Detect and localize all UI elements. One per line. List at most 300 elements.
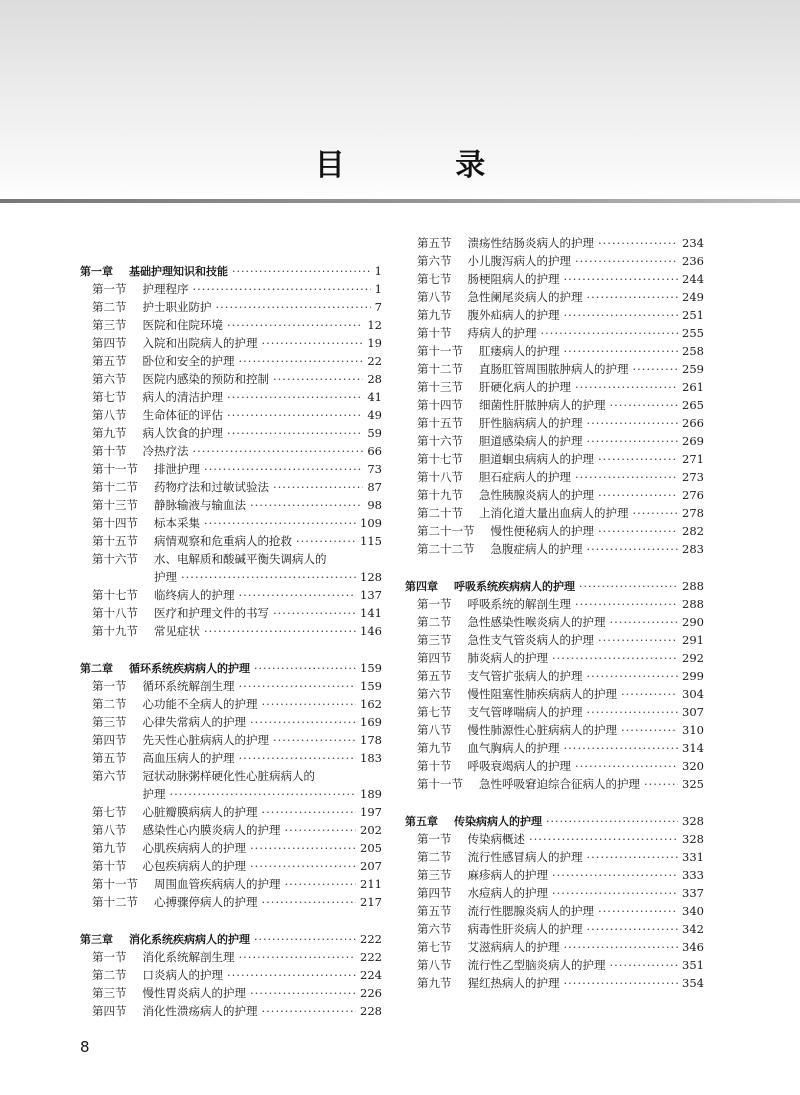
- entry-title: 心律失常病人的护理: [142, 715, 246, 729]
- entry-title: 水、电解质和酸碱平衡失调病人的: [154, 552, 327, 566]
- page-ref: 228: [360, 1004, 382, 1018]
- section-number: 第十节: [417, 326, 452, 340]
- section-number: 第六节: [92, 372, 127, 386]
- page-ref: 28: [367, 372, 382, 386]
- section-number: 第七节: [417, 705, 452, 719]
- entry-title: 传染病概述: [467, 832, 525, 846]
- page-ref: 226: [360, 986, 382, 1000]
- dot-leader: [250, 984, 356, 1002]
- section-number: 第三节: [92, 986, 127, 1000]
- section-number: 第十五节: [92, 534, 138, 548]
- chapter-number: 第二章: [80, 662, 113, 675]
- page-ref: 178: [360, 733, 382, 747]
- toc-section-entry[interactable]: [405, 757, 704, 775]
- toc-section-entry[interactable]: [80, 586, 382, 604]
- entry-title: 医疗和护理文件的书写: [154, 606, 269, 620]
- section-number: 第二十节: [417, 506, 463, 520]
- title-divider: [0, 199, 800, 203]
- page-title: 目 录: [314, 148, 536, 183]
- page-ref: 98: [367, 498, 382, 512]
- section-number: 第二十二节: [417, 542, 475, 556]
- dot-leader: [587, 540, 679, 558]
- page-ref: 128: [360, 570, 382, 584]
- section-number: 第五节: [417, 904, 452, 918]
- entry-title: 临终病人的护理: [154, 588, 235, 602]
- page-ref: 169: [360, 715, 382, 729]
- dot-leader: [575, 595, 678, 613]
- page-ref: 189: [360, 787, 382, 801]
- dot-leader: [598, 486, 678, 504]
- dot-leader: [273, 604, 356, 622]
- entry-title: 慢性肺源性心脏病病人的护理: [467, 723, 617, 737]
- chapter-number: 第五章: [405, 815, 438, 828]
- toc-section-entry[interactable]: [405, 685, 704, 703]
- section-number: 第十节: [417, 759, 452, 773]
- toc-section-entry[interactable]: [405, 468, 704, 486]
- toc-section-entry[interactable]: [80, 514, 382, 532]
- toc-section-entry[interactable]: [405, 486, 704, 504]
- entry-title: 呼吸系统疾病病人的护理: [454, 580, 575, 593]
- page-ref: 183: [360, 751, 382, 765]
- section-number: 第十八节: [92, 606, 138, 620]
- dot-leader: [546, 813, 678, 831]
- page-ref: 258: [682, 344, 704, 358]
- page-ref: 222: [360, 932, 382, 946]
- toc-section-entry[interactable]: [80, 352, 382, 370]
- dot-leader: [250, 713, 356, 731]
- toc-section-entry[interactable]: [80, 767, 382, 785]
- entry-title: 慢性便秘病人的护理: [490, 524, 594, 538]
- page-ref: 244: [682, 272, 704, 286]
- toc-section-entry-continued[interactable]: [80, 568, 382, 586]
- toc-section-entry[interactable]: [80, 1002, 382, 1020]
- toc-section-entry[interactable]: [80, 460, 382, 478]
- toc-section-entry[interactable]: [405, 884, 704, 902]
- section-number: 第一节: [417, 597, 452, 611]
- toc-section-entry[interactable]: [80, 695, 382, 713]
- toc-section-entry[interactable]: [80, 731, 382, 749]
- toc-section-entry[interactable]: [405, 920, 704, 938]
- dot-leader: [239, 948, 357, 966]
- toc-section-entry[interactable]: [80, 749, 382, 767]
- page-ref: 207: [360, 859, 382, 873]
- section-number: 第十七节: [92, 588, 138, 602]
- toc-section-entry[interactable]: [80, 388, 382, 406]
- page-ref: 283: [682, 542, 704, 556]
- section-number: 第九节: [92, 426, 127, 440]
- section-number: 第五节: [92, 751, 127, 765]
- toc-section-entry[interactable]: [405, 613, 704, 631]
- dot-leader: [564, 739, 679, 757]
- toc-chapter-entry[interactable]: [80, 659, 382, 677]
- dot-leader: [273, 370, 363, 388]
- section-number: 第六节: [417, 922, 452, 936]
- toc-section-entry[interactable]: [80, 622, 382, 640]
- page-ref: 342: [682, 922, 704, 936]
- dot-leader: [541, 324, 679, 342]
- page-ref: 278: [682, 506, 704, 520]
- page-ref: 202: [360, 823, 382, 837]
- toc-section-entry[interactable]: [405, 234, 704, 252]
- page-ref: 197: [360, 805, 382, 819]
- entry-title: 急性胰腺炎病人的护理: [479, 488, 594, 502]
- toc-section-entry[interactable]: [80, 857, 382, 875]
- entry-title: 医院和住院环境: [142, 318, 223, 332]
- dot-leader: [598, 234, 678, 252]
- toc-section-entry[interactable]: [80, 478, 382, 496]
- entry-title: 猩红热病人的护理: [467, 976, 560, 990]
- entry-title: 高血压病人的护理: [142, 751, 235, 765]
- section-number: 第十四节: [417, 398, 463, 412]
- toc-section-entry[interactable]: [405, 739, 704, 757]
- dot-leader: [587, 703, 679, 721]
- dot-leader: [552, 884, 678, 902]
- dot-leader: [181, 568, 356, 586]
- section-number: 第一节: [92, 679, 127, 693]
- dot-leader: [598, 522, 678, 540]
- dot-leader: [262, 695, 357, 713]
- page-ref: 351: [682, 958, 704, 972]
- page-ref: 205: [360, 841, 382, 855]
- section-number: 第八节: [417, 723, 452, 737]
- toc-section-entry[interactable]: [405, 956, 704, 974]
- dot-leader: [552, 866, 678, 884]
- dot-leader: [227, 966, 356, 984]
- toc-chapter-entry[interactable]: [80, 930, 382, 948]
- toc-section-entry[interactable]: [405, 342, 704, 360]
- section-number: 第四节: [92, 336, 127, 350]
- page-ref: 307: [682, 705, 704, 719]
- entry-title: 胆石症病人的护理: [479, 470, 571, 484]
- section-number: 第十一节: [92, 462, 138, 476]
- entry-title: 急性呼吸窘迫综合征病人的护理: [479, 777, 640, 791]
- entry-title: 周围血管疾病病人的护理: [154, 877, 281, 891]
- toc-section-entry[interactable]: [80, 948, 382, 966]
- dot-leader: [239, 352, 364, 370]
- toc-section-entry[interactable]: [405, 522, 704, 540]
- toc-section-entry[interactable]: [405, 721, 704, 739]
- toc-section-entry[interactable]: [405, 848, 704, 866]
- entry-title: 肠梗阻病人的护理: [467, 272, 560, 286]
- dot-leader: [239, 677, 357, 695]
- entry-title: 标本采集: [154, 516, 200, 530]
- dot-leader: [598, 902, 678, 920]
- toc-section-entry[interactable]: [80, 677, 382, 695]
- entry-title: 常见症状: [154, 624, 200, 638]
- entry-title: 艾滋病病人的护理: [467, 940, 560, 954]
- entry-title: 生命体征的评估: [142, 408, 223, 422]
- toc-section-entry[interactable]: [405, 974, 704, 992]
- toc-section-entry[interactable]: [80, 984, 382, 1002]
- chapter-number: 第四章: [405, 580, 438, 593]
- page-ref: 1: [374, 282, 382, 296]
- dot-leader: [621, 721, 678, 739]
- entry-title: 支气管扩张病人的护理: [467, 669, 583, 683]
- section-number: 第四节: [92, 733, 127, 747]
- page-ref: 331: [682, 850, 704, 864]
- page-ref: 320: [682, 759, 704, 773]
- entry-title: 急性感染性喉炎病人的护理: [467, 615, 606, 629]
- page-ref: 251: [682, 308, 704, 322]
- entry-title: 病毒性肝炎病人的护理: [467, 922, 583, 936]
- entry-title: 排泄护理: [154, 462, 200, 476]
- page-ref: 115: [360, 534, 382, 548]
- dot-leader: [285, 821, 357, 839]
- page-ref: 22: [367, 354, 382, 368]
- dot-leader: [633, 360, 679, 378]
- toc-section-entry[interactable]: [405, 396, 704, 414]
- toc-section-entry[interactable]: [405, 306, 704, 324]
- toc-section-entry[interactable]: [405, 360, 704, 378]
- section-number: 第一节: [417, 832, 452, 846]
- toc-section-entry[interactable]: [405, 378, 704, 396]
- dot-leader: [633, 504, 679, 522]
- toc-section-entry[interactable]: [405, 649, 704, 667]
- entry-title: 上消化道大量出血病人的护理: [479, 506, 629, 520]
- section-number: 第七节: [92, 805, 127, 819]
- toc-section-entry[interactable]: [80, 966, 382, 984]
- entry-title: 细菌性肝脓肿病人的护理: [479, 398, 606, 412]
- section-number: 第十二节: [417, 362, 463, 376]
- page-ref: 269: [682, 434, 704, 448]
- toc-section-entry[interactable]: [405, 866, 704, 884]
- toc-section-entry[interactable]: [405, 504, 704, 522]
- page-ref: 288: [682, 597, 704, 611]
- entry-title: 基础护理知识和技能: [129, 265, 228, 278]
- toc-chapter-entry[interactable]: [405, 577, 704, 595]
- section-number: 第三节: [92, 715, 127, 729]
- toc-section-entry[interactable]: [405, 270, 704, 288]
- toc-section-entry[interactable]: [405, 902, 704, 920]
- dot-leader: [227, 424, 363, 442]
- toc-section-entry[interactable]: [405, 324, 704, 342]
- toc-section-entry[interactable]: [80, 370, 382, 388]
- section-number: 第十一节: [417, 777, 463, 791]
- page-ref: 340: [682, 904, 704, 918]
- entry-title: 病人的清洁护理: [142, 390, 223, 404]
- dot-leader: [193, 442, 364, 460]
- toc-section-entry[interactable]: [405, 288, 704, 306]
- dot-leader: [273, 731, 356, 749]
- page-ref: 273: [682, 470, 704, 484]
- toc-section-entry[interactable]: [80, 821, 382, 839]
- section-number: 第七节: [417, 272, 452, 286]
- section-number: 第十三节: [92, 498, 138, 512]
- dot-leader: [610, 613, 679, 631]
- page-ref: 12: [367, 318, 382, 332]
- toc-section-entry[interactable]: [80, 803, 382, 821]
- page-ref: 236: [682, 254, 704, 268]
- entry-title: 循环系统解剖生理: [142, 679, 235, 693]
- entry-title: 先天性心脏病病人的护理: [142, 733, 269, 747]
- page-ref: 337: [682, 886, 704, 900]
- toc-section-entry[interactable]: [405, 252, 704, 270]
- section-number: 第十四节: [92, 516, 138, 530]
- toc-section-entry[interactable]: [405, 938, 704, 956]
- section-number: 第十六节: [417, 434, 463, 448]
- dot-leader: [204, 460, 363, 478]
- entry-title: 消化系统解剖生理: [142, 950, 235, 964]
- page-ref: 265: [682, 398, 704, 412]
- toc-section-entry[interactable]: [80, 875, 382, 893]
- entry-title: 痔病人的护理: [467, 326, 537, 340]
- section-number: 第六节: [92, 769, 127, 783]
- entry-title: 心肌疾病病人的护理: [142, 841, 246, 855]
- toc-section-entry[interactable]: [80, 424, 382, 442]
- page-ref: 291: [682, 633, 704, 647]
- dot-leader: [216, 298, 371, 316]
- dot-leader: [262, 334, 364, 352]
- section-number: 第十六节: [92, 552, 138, 566]
- page-ref: 255: [682, 326, 704, 340]
- entry-title: 急性支气管炎病人的护理: [467, 633, 594, 647]
- entry-title: 药物疗法和过敏试验法: [154, 480, 269, 494]
- page-ref: 290: [682, 615, 704, 629]
- page-ref: 222: [360, 950, 382, 964]
- toc-section-entry[interactable]: [80, 316, 382, 334]
- entry-title: 慢性胃炎病人的护理: [142, 986, 246, 1000]
- toc-chapter-entry[interactable]: [80, 262, 382, 280]
- dot-leader: [644, 775, 678, 793]
- entry-title: 心功能不全病人的护理: [142, 697, 258, 711]
- entry-title: 慢性阻塞性肺疾病病人的护理: [467, 687, 617, 701]
- entry-title: 护士职业防护: [142, 300, 212, 314]
- entry-title: 溃疡性结肠炎病人的护理: [467, 236, 594, 250]
- toc-section-entry[interactable]: [80, 406, 382, 424]
- dot-leader: [204, 514, 356, 532]
- page-ref: 159: [360, 679, 382, 693]
- dot-leader: [552, 649, 678, 667]
- dot-leader: [273, 478, 363, 496]
- toc-section-entry[interactable]: [80, 442, 382, 460]
- dot-leader: [250, 839, 356, 857]
- entry-title: 呼吸衰竭病人的护理: [467, 759, 571, 773]
- section-number: 第七节: [417, 940, 452, 954]
- page-ref: 333: [682, 868, 704, 882]
- entry-title: 急性阑尾炎病人的护理: [467, 290, 583, 304]
- dot-leader: [587, 432, 679, 450]
- page-ref: 109: [360, 516, 382, 530]
- dot-leader: [204, 622, 356, 640]
- dot-leader: [575, 757, 678, 775]
- dot-leader: [564, 270, 679, 288]
- section-number: 第九节: [417, 976, 452, 990]
- dot-leader: [587, 848, 679, 866]
- toc-section-entry[interactable]: [405, 432, 704, 450]
- page-ref: 328: [682, 832, 704, 846]
- page-ref: 49: [367, 408, 382, 422]
- toc-section-entry[interactable]: [80, 496, 382, 514]
- section-number: 第二节: [92, 968, 127, 982]
- page-ref: 141: [360, 606, 382, 620]
- toc-section-entry[interactable]: [405, 595, 704, 613]
- toc-section-entry[interactable]: [80, 298, 382, 316]
- entry-title: 肝硬化病人的护理: [479, 380, 571, 394]
- dot-leader: [575, 252, 678, 270]
- section-number: 第八节: [417, 958, 452, 972]
- entry-title: 肛瘘病人的护理: [479, 344, 560, 358]
- toc-section-entry[interactable]: [405, 775, 704, 793]
- dot-leader: [227, 316, 363, 334]
- entry-title: 呼吸系统的解剖生理: [467, 597, 571, 611]
- section-number: 第八节: [92, 408, 127, 422]
- dot-leader: [250, 857, 356, 875]
- toc-section-entry[interactable]: [80, 280, 382, 298]
- entry-title: 流行性感冒病人的护理: [467, 850, 583, 864]
- toc-section-entry[interactable]: [405, 450, 704, 468]
- page-ref: 346: [682, 940, 704, 954]
- entry-title: 流行性腮腺炎病人的护理: [467, 904, 594, 918]
- toc-chapter-entry[interactable]: [405, 812, 704, 830]
- toc-section-entry[interactable]: [405, 667, 704, 685]
- toc-column-right: [405, 234, 704, 992]
- toc-section-entry[interactable]: [80, 550, 382, 568]
- section-number: 第十九节: [417, 488, 463, 502]
- dot-leader: [598, 450, 678, 468]
- page-ref: 271: [682, 452, 704, 466]
- page-ref: 299: [682, 669, 704, 683]
- section-number: 第九节: [417, 741, 452, 755]
- toc-column-left: [80, 262, 382, 1020]
- page-ref: 261: [682, 380, 704, 394]
- toc-section-entry[interactable]: [405, 703, 704, 721]
- dot-leader: [529, 830, 678, 848]
- toc-section-entry[interactable]: [80, 839, 382, 857]
- dot-leader: [621, 685, 678, 703]
- section-number: 第二节: [92, 300, 127, 314]
- dot-leader: [227, 406, 363, 424]
- page-ref: 7: [374, 300, 382, 314]
- section-number: 第四节: [417, 651, 452, 665]
- dot-leader: [250, 496, 363, 514]
- toc-section-entry[interactable]: [405, 414, 704, 432]
- entry-title: 口炎病人的护理: [142, 968, 223, 982]
- section-number: 第十二节: [92, 895, 138, 909]
- section-number: 第八节: [417, 290, 452, 304]
- dot-leader: [254, 931, 356, 949]
- page-ref: 87: [367, 480, 382, 494]
- toc-section-entry-continued[interactable]: [80, 785, 382, 803]
- toc-section-entry[interactable]: [80, 532, 382, 550]
- page-ref: 1: [374, 264, 382, 278]
- toc-section-entry[interactable]: [405, 631, 704, 649]
- entry-title: 消化性溃疡病人的护理: [142, 1004, 258, 1018]
- section-number: 第三节: [417, 868, 452, 882]
- dot-leader: [587, 667, 679, 685]
- section-number: 第九节: [417, 308, 452, 322]
- section-number: 第十九节: [92, 624, 138, 638]
- page-ref: 59: [367, 426, 382, 440]
- section-number: 第十五节: [417, 416, 463, 430]
- toc-section-entry[interactable]: [80, 604, 382, 622]
- toc-section-entry[interactable]: [405, 540, 704, 558]
- toc-section-entry[interactable]: [80, 334, 382, 352]
- entry-title: 入院和出院病人的护理: [142, 336, 258, 350]
- section-number: 第七节: [92, 390, 127, 404]
- entry-title: 麻疹病人的护理: [467, 868, 548, 882]
- entry-title: 感染性心内膜炎病人的护理: [142, 823, 281, 837]
- entry-title: 急腹症病人的护理: [490, 542, 583, 556]
- page-ref: 310: [682, 723, 704, 737]
- dot-leader: [262, 893, 357, 911]
- toc-section-entry[interactable]: [80, 893, 382, 911]
- dot-leader: [575, 378, 678, 396]
- section-number: 第五节: [417, 669, 452, 683]
- page-ref: 41: [367, 390, 382, 404]
- toc-section-entry[interactable]: [405, 830, 704, 848]
- toc-section-entry[interactable]: [80, 713, 382, 731]
- entry-title: 卧位和安全的护理: [142, 354, 235, 368]
